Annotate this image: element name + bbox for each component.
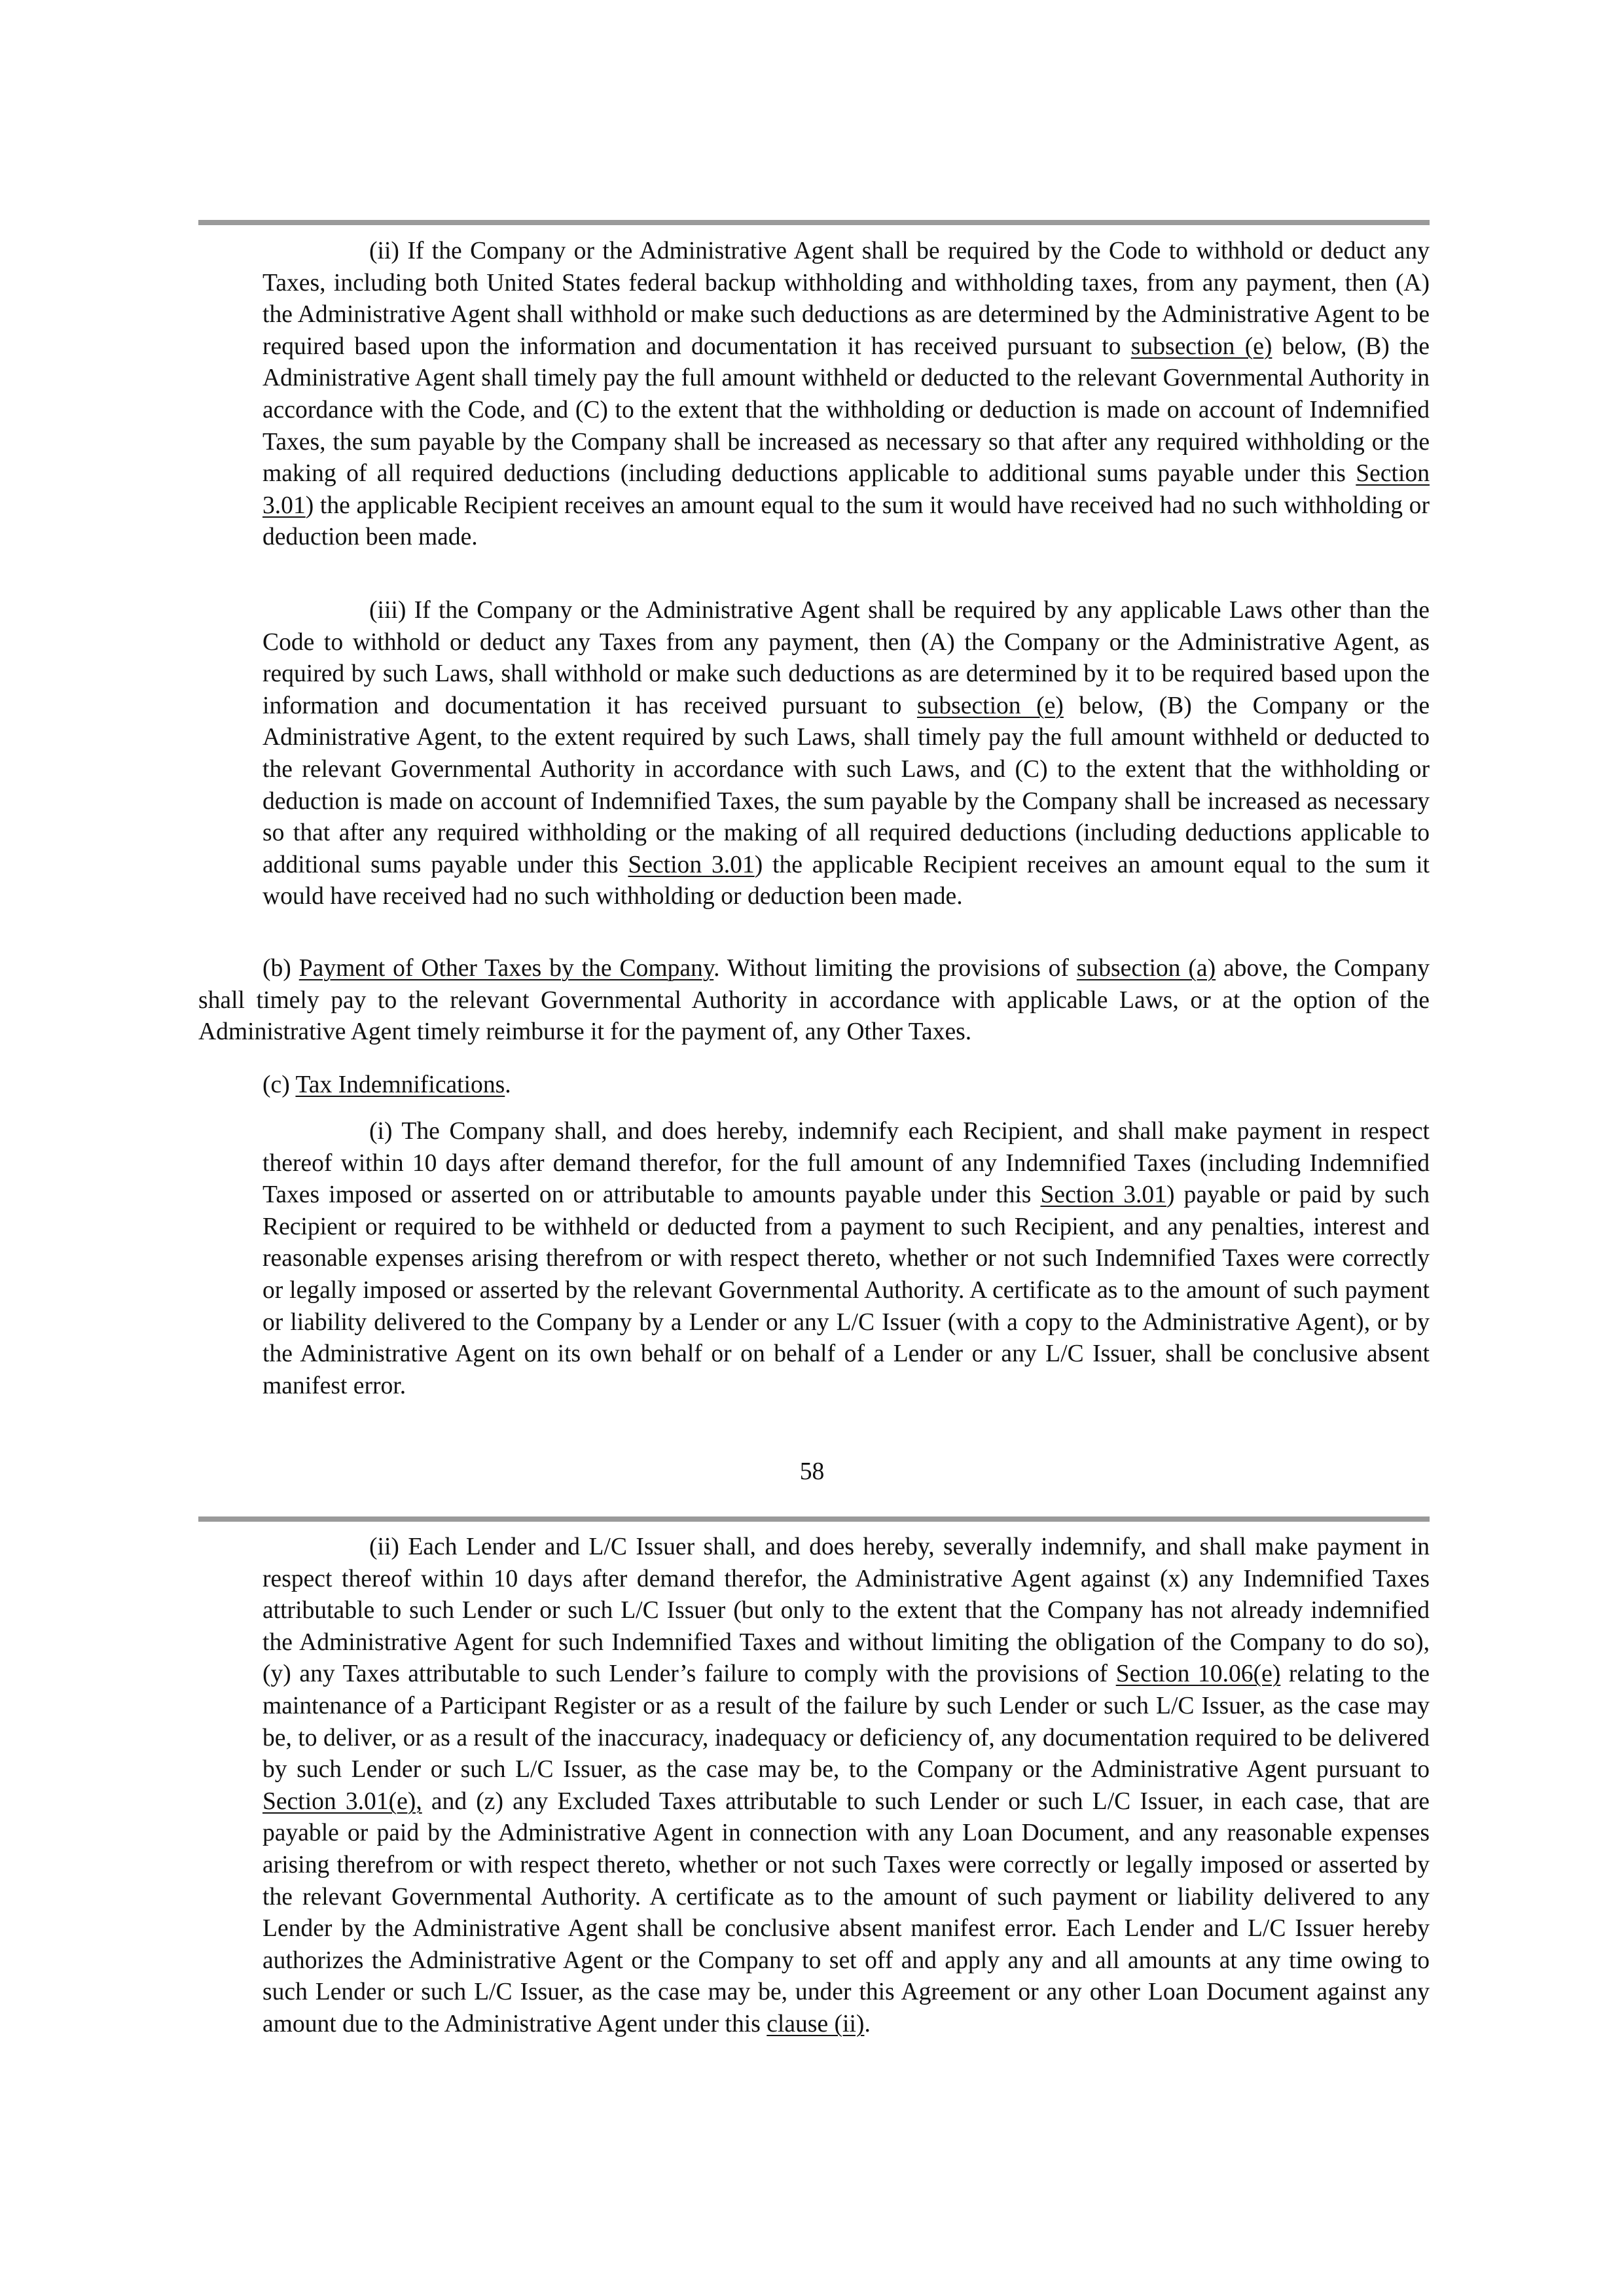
paragraph-a-ii <box>262 236 1430 554</box>
cross-reference-section-3-01: Section 3.01 <box>262 460 1430 519</box>
paragraph-text: . <box>864 2010 871 2037</box>
paragraph-a-iii <box>262 595 1430 913</box>
paragraph-b <box>198 953 1430 1049</box>
paragraph-text: above, the Company shall timely pay to the relevant Governmental Authority in accordance with applicable Laws, or at the option of the Administrative Agent timely reimburse it for the payment of, any Other Taxes. <box>198 955 1430 1046</box>
paragraph-text: relating to the maintenance of a Participant Register or as a result of the failure by such Lender or such L/C Issuer, as the case may be, to deliver, or as a result of the inaccuracy, inadequacy or deficiency of, any documentation required to be delivered by such Lender or such L/C Issuer, as the case may be, to the Company or the Administrative Agent pursuant to <box>262 1660 1430 1784</box>
cross-reference-subsection-e: subsection (e) <box>916 692 1064 719</box>
page-divider-top <box>198 220 1430 225</box>
paragraph-text: (ii) If the Company or the Administrative Agent shall be required by the Code to withhold or deduct any Taxes, including both United States federal backup withholding and withholding taxes, from any payment, then (A) the Administrative Agent shall withhold or make such deductions as are determined by the Administrative Agent to be required based upon the information and documentation it has received pursuant to <box>262 238 1430 360</box>
paragraph-text: (ii) Each Lender and L/C Issuer shall, and does hereby, severally indemnify, and shall make payment in respect thereof within 10 days after demand therefor, the Administrative Agent against (x) any Indemnified Taxes attributable to such Lender or such L/C Issuer (but only to the extent that the Company has not already indemnified the Administrative Agent for such Indemnified Taxes and without limiting the obligation of the Company to do so), (y) any Taxes attributable to such Lender’s failure to comply with the provisions of <box>262 1534 1430 1688</box>
cross-reference-subsection-e: subsection (e) <box>1130 332 1272 360</box>
paragraph-text: below, (B) the Company or the Administrative Agent, to the extent required by such Laws, shall timely pay the full amount withheld or deducted to the relevant Governmental Authority in accordance with such Laws, and (C) to the extent that the withholding or deduction is made on account of Indemnified Taxes, the sum payable by the Company shall be increased as necessary so that after any required withholding or the making of all required deductions (including deductions applicable to additional sums payable under this <box>262 692 1430 878</box>
section-heading-tax-indemnifications: Tax Indemnifications <box>295 1071 505 1098</box>
cross-reference-section-3-01: Section 3.01 <box>1040 1181 1166 1209</box>
paragraph-text: ) payable or paid by such Recipient or required to be withheld or deducted from a payment to such Recipient, and any penalties, interest and reasonable expenses arising therefrom or with respect thereto, whether or not such Indemnified Taxes were correctly or legally imposed or asserted by the relevant Governmental Authority. A certificate as to the amount of such payment or liability delivered to the Company by a Lender or any L/C Issuer (with a copy to the Administrative Agent), or by the Administrative Agent on its own behalf or on behalf of a Lender or any L/C Issuer, shall be conclusive absent manifest error. <box>262 1181 1430 1399</box>
paragraph-text: . Without limiting the provisions of <box>713 955 1077 982</box>
paragraph-text: (b) <box>262 955 299 982</box>
page-number: 58 <box>799 1458 825 1485</box>
page-divider-middle <box>198 1516 1430 1522</box>
paragraph-text: ) the applicable Recipient receives an amount equal to the sum it would have received had no such withholding or deduction been made. <box>262 851 1430 910</box>
cross-reference-clause-ii: clause (ii) <box>767 2010 865 2037</box>
paragraph-c-ii <box>262 1532 1430 2041</box>
cross-reference-section-10-06-e: Section 10.06(e) <box>1115 1660 1281 1688</box>
paragraph-text: (c) <box>262 1071 296 1098</box>
paragraph-text: below, (B) the Administrative Agent shall timely pay the full amount withheld or deducted to the relevant Governmental Authority in accordance with the Code, and (C) to the extent that the withholding or deduction is made on account of Indemnified Taxes, the sum payable by the Company shall be increased as necessary so that after any required withholding or the making of all required deductions (including deductions applicable to additional sums payable under this <box>262 332 1430 488</box>
paragraph-text: . <box>505 1071 511 1098</box>
paragraph-text: (i) The Company shall, and does hereby, indemnify each Recipient, and shall make payment in respect thereof within 10 days after demand therefor, for the full amount of any Indemnified Taxes (including Indemnified Taxes imposed or asserted on or attributable to amounts payable under this <box>262 1118 1430 1209</box>
cross-reference-section-3-01: Section 3.01 <box>628 851 755 878</box>
cross-reference-section-3-01-e: Section 3.01(e), <box>262 1787 422 1815</box>
paragraph-c-i <box>262 1116 1430 1402</box>
paragraph-c <box>198 1069 1430 1102</box>
section-heading-payment-of-other-taxes: Payment of Other Taxes by the Company <box>298 955 714 982</box>
paragraph-text: (iii) If the Company or the Administrative Agent shall be required by any applicable Laws other than the Code to withhold or deduct any Taxes from any payment, then (A) the Company or the Administrative Agent, as required by such Laws, shall withhold or make such deductions as are determined by it to be required based upon the information and documentation it has received pursuant to <box>262 597 1430 719</box>
paragraph-text: ) the applicable Recipient receives an amount equal to the sum it would have received had no such withholding or deduction been made. <box>262 492 1430 551</box>
cross-reference-subsection-a: subsection (a) <box>1076 955 1216 982</box>
paragraph-text: and (z) any Excluded Taxes attributable to such Lender or such L/C Issuer, in each case, that are payable or paid by the Administrative Agent in connection with any Loan Document, and any reasonable expenses arising therefrom or with respect thereto, whether or not such Taxes were correctly or legally imposed or asserted by the relevant Governmental Authority. A certificate as to the amount of such payment or liability delivered to any Lender by the Administrative Agent shall be conclusive absent manifest error. Each Lender and L/C Issuer hereby authorizes the Administrative Agent or the Company to set off and apply any and all amounts at any time owing to such Lender or such L/C Issuer, as the case may be, under this Agreement or any other Loan Document against any amount due to the Administrative Agent under this <box>262 1787 1430 2037</box>
